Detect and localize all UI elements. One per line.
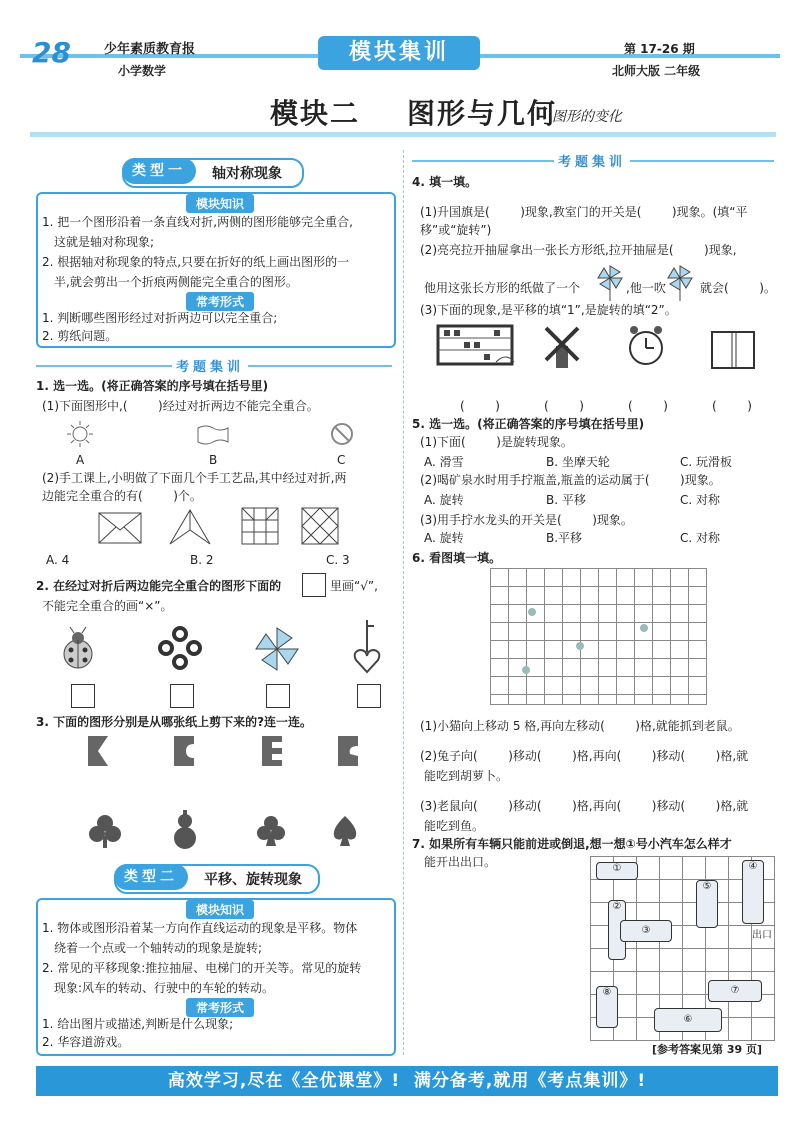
banner-title: 模块集训 (318, 36, 480, 70)
question-6-1: (1)小猫向上移动 5 格,再向左移动( )格,就能抓到老鼠。 (420, 719, 740, 733)
pinwheel-icon (664, 264, 696, 302)
pinwheel-icon (594, 264, 626, 302)
car-number: ④ (748, 861, 758, 872)
option-label: A. 旋转 (424, 531, 464, 545)
question-5-2: (2)喝矿泉水时用手拧瓶盖,瓶盖的运动属于( )现象。 (420, 473, 721, 487)
knot-figure (158, 626, 202, 670)
type2-form-line: 1. 给出图片或描述,判断是什么现象; (42, 1017, 234, 1031)
window-figure (710, 330, 756, 370)
option-label: B. 坐摩天轮 (546, 455, 610, 469)
question-4-3: (3)下面的现象,是平移的填“1”,是旋转的填“2”。 (420, 303, 677, 317)
answer-box[interactable] (266, 684, 290, 708)
answer-reference: [参考答案见第 39 页] (652, 1043, 763, 1056)
footer-slogan: 高效学习,尽在《全优课堂》! 满分备考,就用《考点集训》! (36, 1066, 778, 1096)
option-label: A. 4 (46, 553, 70, 567)
spade-shape (330, 814, 360, 848)
paper-name: 少年素质教育报 (104, 42, 196, 57)
type2-form-line: 2. 华容道游戏。 (42, 1035, 130, 1049)
clover-shape (88, 814, 122, 848)
cut-pattern-figure (240, 506, 280, 546)
type1-knowledge-line: 2. 根据轴对称现象的特点,只要在折好的纸上画出图形的一 (42, 255, 350, 269)
question-5-3: (3)用手拧水龙头的开关是( )现象。 (420, 513, 633, 527)
answer-box[interactable] (302, 573, 326, 597)
car-6[interactable] (654, 1008, 722, 1032)
question-5: 5. 选一选。(将正确答案的序号填在括号里) (412, 417, 645, 431)
option-label: B.平移 (546, 531, 583, 545)
question-1-2a: (2)手工课上,小明做了下面几个手工艺品,其中经过对折,两 (42, 471, 347, 485)
animal-marker (574, 640, 586, 652)
envelope-figure (98, 512, 142, 544)
heart-key-figure (352, 618, 382, 674)
question-2b: 不能完全重合的画“×”。 (42, 599, 173, 613)
type2-name: 平移、旋转现象 (204, 872, 302, 888)
question-4-2c: ,他一吹 (626, 281, 666, 295)
title-rule (30, 132, 776, 137)
question-4: 4. 填一填。 (412, 175, 478, 189)
question-4-2a: (2)亮亮拉开抽屉拿出一张长方形纸,拉开抽屉是( )现象, (420, 243, 737, 257)
answer-blank[interactable]: ( ) (712, 399, 752, 413)
car-3[interactable] (620, 920, 672, 942)
type1-tag: 类型一 (122, 158, 196, 184)
car-4[interactable] (742, 860, 764, 924)
car-number: ⑤ (702, 881, 712, 892)
type1-form-line: 2. 剪纸问题。 (42, 329, 118, 343)
option-label: A (76, 453, 85, 467)
car-number: ⑦ (730, 985, 740, 996)
answer-box[interactable] (71, 684, 95, 708)
option-label: B. 平移 (546, 493, 586, 507)
answer-blank[interactable]: ( ) (460, 399, 500, 413)
question-4-2d: 就会( )。 (700, 281, 776, 295)
gourd-shape (172, 810, 198, 850)
question-1-1: (1)下面图形中,( )经过对折两边不能完全重合。 (42, 399, 319, 413)
type2-knowledge-line: 1. 物体或图形沿着某一方向作直线运动的现象是平移。物体 (42, 921, 358, 935)
no-sign-figure (330, 422, 354, 446)
question-6-2a: (2)兔子向( )移动( )格,再向( )移动( )格,就 (420, 749, 749, 763)
option-label: A. 旋转 (424, 493, 464, 507)
column-divider (403, 150, 404, 1055)
question-2a-tail: 里画“√”, (330, 579, 378, 593)
type2-tag: 类型二 (114, 864, 188, 890)
kite-shape-figure (168, 508, 212, 546)
animal-marker (520, 664, 532, 676)
car-7[interactable] (708, 980, 762, 1002)
question-6-3b: 能吃到鱼。 (424, 819, 485, 833)
option-label: C. 对称 (680, 531, 721, 545)
question-6: 6. 看图填一填。 (412, 551, 502, 565)
type1-form-line: 1. 判断哪些图形经过对折两边可以完全重合; (42, 311, 278, 325)
left-exam-label: 考题集训 (172, 356, 248, 375)
subject: 小学数学 (118, 64, 167, 78)
answer-box[interactable] (170, 684, 194, 708)
question-6-2b: 能吃到胡萝卜。 (424, 769, 509, 783)
question-3: 3. 下面的图形分别是从哪张纸上剪下来的?连一连。 (36, 715, 313, 729)
question-2a: 2. 在经过对折后两边能完全重合的图形下面的 (36, 579, 282, 593)
type1-knowledge-title: 模块知识 (186, 194, 254, 213)
question-1: 1. 选一选。(将正确答案的序号填在括号里) (36, 379, 269, 393)
car-number: ② (612, 901, 622, 912)
option-label: C (337, 453, 346, 467)
question-6-3a: (3)老鼠向( )移动( )格,再向( )移动( )格,就 (420, 799, 749, 813)
ladybug-figure (60, 626, 96, 670)
type2-forms-title: 常考形式 (186, 998, 254, 1017)
car-1[interactable] (596, 862, 638, 880)
sun-figure (66, 420, 94, 448)
type2-knowledge-line: 绕着一个点或一个轴转动的现象是旋转; (54, 941, 263, 955)
answer-blank[interactable]: ( ) (544, 399, 584, 413)
question-4-2b: 他用这张长方形的纸做了一个 (424, 281, 581, 295)
page-title: 模块二 图形与几何 (270, 97, 557, 130)
star-pattern-figure (300, 506, 340, 546)
pinwheel-figure (254, 626, 300, 672)
option-label: B. 2 (190, 553, 214, 567)
issue-number: 第 17-26 期 (624, 42, 695, 56)
folded-paper-2 (172, 734, 196, 768)
grid-map (490, 568, 707, 705)
option-label: C. 3 (326, 553, 350, 567)
car-number: ③ (641, 925, 651, 936)
page-number: 28 (32, 36, 71, 69)
car-5[interactable] (696, 880, 718, 928)
option-label: B (209, 453, 218, 467)
type1-knowledge-line: 1. 把一个图形沿着一条直线对折,两侧的图形能够完全重合, (42, 215, 353, 229)
type2-knowledge-line: 现象:风车的转动、行驶中的车轮的转动。 (54, 981, 275, 995)
option-label: A. 滑雪 (424, 455, 464, 469)
clock-figure (626, 324, 666, 370)
abacus-figure (436, 322, 516, 370)
option-label: C. 对称 (680, 493, 721, 507)
question-7b: 能开出出口。 (424, 855, 497, 869)
option-label: C. 玩滑板 (680, 455, 733, 469)
exit-label: 出口 (752, 930, 772, 941)
windmill-figure (540, 322, 584, 370)
car-8[interactable] (596, 986, 618, 1028)
type1-name: 轴对称现象 (212, 166, 282, 182)
question-1-2b: 边能完全重合的有( )个。 (42, 489, 202, 503)
folded-paper-3 (260, 734, 284, 768)
page-subtitle: 图形的变化 (552, 109, 622, 125)
right-exam-label: 考题集训 (554, 151, 630, 170)
folded-paper-4 (336, 734, 360, 768)
answer-box[interactable] (357, 684, 381, 708)
car-number: ① (612, 863, 622, 874)
type1-knowledge-line: 这就是轴对称现象; (54, 235, 155, 249)
type2-knowledge-line: 2. 常见的平移现象:推拉抽屉、电梯门的开关等。常见的旋转 (42, 961, 362, 975)
club-shape (256, 814, 286, 848)
type1-forms-title: 常考形式 (186, 292, 254, 311)
flag-figure (196, 424, 230, 446)
answer-blank[interactable]: ( ) (628, 399, 668, 413)
question-4-1a: (1)升国旗是( )现象,教室门的开关是( )现象。(填“平 (420, 205, 748, 219)
animal-marker (526, 606, 538, 618)
type2-knowledge-title: 模块知识 (186, 900, 254, 919)
type1-knowledge-line: 半,就会剪出一个折痕两侧能完全重合的图形。 (54, 275, 298, 289)
edition: 北师大版 二年级 (612, 64, 701, 78)
car-number: ⑧ (602, 987, 612, 998)
question-5-1: (1)下面( )是旋转现象。 (420, 435, 573, 449)
car-number: ⑥ (683, 1014, 693, 1025)
animal-marker (638, 622, 650, 634)
folded-paper-1 (86, 734, 110, 768)
question-7a: 7. 如果所有车辆只能前进或倒退,想一想①号小汽车怎么样才 (412, 837, 732, 851)
question-4-1b: 移”或“旋转”) (420, 223, 492, 237)
